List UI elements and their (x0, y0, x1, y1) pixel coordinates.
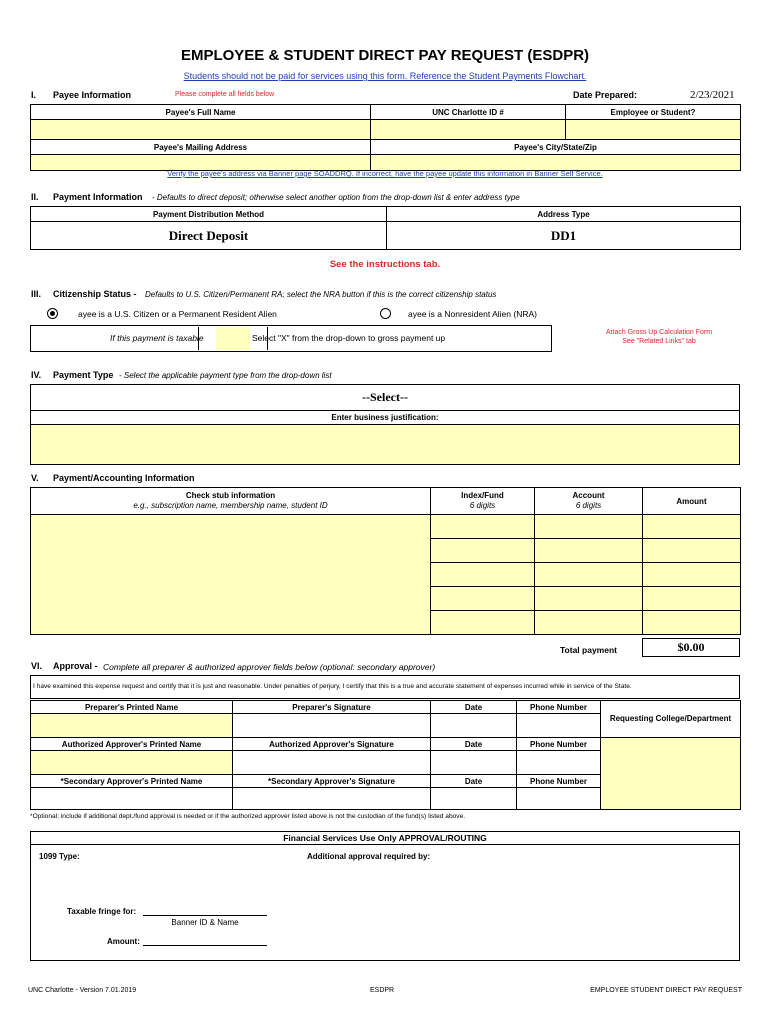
taxable-fringe-label: Taxable fringe for: (67, 907, 137, 916)
index-input-5[interactable] (431, 611, 535, 635)
gross-up-form-note: Attach Gross Up Calculation Form (605, 329, 713, 336)
citizen-radio[interactable] (47, 308, 58, 319)
preparer-phone-header: Phone Number (517, 701, 601, 714)
form-title: EMPLOYEE & STUDENT DIRECT PAY REQUEST (ESDPR) (180, 47, 590, 64)
preparer-name-input[interactable] (31, 714, 233, 738)
secondary-date-input[interactable] (431, 788, 517, 810)
nra-radio-label: ayee is a Nonresident Alien (NRA) (408, 309, 537, 319)
footer-form-code: ESDPR (370, 987, 395, 994)
secondary-date-header: Date (431, 775, 517, 788)
footer-form-name: EMPLOYEE STUDENT DIRECT PAY REQUEST (590, 987, 742, 994)
section-2-desc: - Defaults to direct deposit; otherwise select another option from the drop-down list & enter address type (152, 193, 520, 202)
verify-address-link[interactable]: Verify the payee's address via Banner page SOADDRQ. If incorrect, have the payee update this information in Banner Self Service. (167, 169, 603, 178)
instructions-tab-note: See the instructions tab. (329, 259, 441, 270)
secondary-phone-input[interactable] (517, 788, 601, 810)
gross-up-select[interactable] (216, 327, 250, 350)
account-header (535, 488, 643, 515)
justification-header: Enter business justification: (31, 411, 740, 425)
approver-name-input[interactable] (31, 751, 233, 775)
preparer-sig-input[interactable] (233, 714, 431, 738)
account-input-5[interactable] (535, 611, 643, 635)
secondary-phone-header: Phone Number (517, 775, 601, 788)
section-1-number: I. (31, 90, 37, 100)
justification-input[interactable] (31, 425, 740, 465)
employee-student-select[interactable] (566, 120, 741, 140)
section-4-number: IV. (31, 370, 42, 380)
mailing-address-header: Payee's Mailing Address (31, 140, 371, 155)
secondary-sig-header: *Secondary Approver's Signature (233, 775, 431, 788)
citizen-radio-label: ayee is a U.S. Citizen or a Permanent Resident Alien (78, 309, 277, 319)
requesting-dept-header: Requesting College/Department (601, 701, 741, 738)
account-input-3[interactable] (535, 563, 643, 587)
city-state-zip-header: Payee's City/State/Zip (371, 140, 741, 155)
account-header-title: Account (572, 491, 605, 500)
account-header-sub: 6 digits (575, 501, 602, 510)
amount-input-5[interactable] (643, 611, 741, 635)
section-4-label: Payment Type (53, 370, 114, 380)
preparer-date-input[interactable] (431, 714, 517, 738)
section-2-number: II. (31, 192, 39, 202)
address-type-header: Address Type (387, 207, 741, 222)
accounting-table (30, 487, 741, 635)
section-6-label: Approval - (53, 661, 98, 671)
index-header-sub: 6 digits (469, 501, 496, 510)
taxable-fringe-line[interactable] (143, 905, 267, 916)
index-input-1[interactable] (431, 515, 535, 539)
approver-sig-header: Authorized Approver's Signature (233, 738, 431, 751)
section-6-number: VI. (31, 661, 43, 671)
amount-line[interactable] (143, 935, 267, 946)
amount-input-4[interactable] (643, 587, 741, 611)
preparer-date-header: Date (431, 701, 517, 714)
section-3-label: Citizenship Status - (53, 289, 137, 299)
certify-text: I have examined this expense request and certify that it is just and reasonable. Under penalties of perjury, I certify that this is a true and accurate statement of expenses incurred while in service of the State. (33, 683, 632, 690)
total-payment-value: $0.00 (642, 638, 740, 657)
amount-label: Amount: (107, 937, 140, 946)
account-input-4[interactable] (535, 587, 643, 611)
approver-phone-header: Phone Number (517, 738, 601, 751)
taxable-label: If this payment is taxable (110, 333, 204, 343)
payment-type-table (30, 384, 740, 465)
payee-name-input[interactable] (31, 120, 371, 140)
address-type-select[interactable]: DD1 (387, 222, 741, 250)
approver-date-header: Date (431, 738, 517, 751)
amount-input-1[interactable] (643, 515, 741, 539)
related-links-note: See "Related Links" tab (622, 338, 696, 345)
additional-approval-label: Additional approval required by: (307, 852, 431, 861)
approver-date-input[interactable] (431, 751, 517, 775)
stub-header-sub: e.g., subscription name, membership name, student ID (133, 501, 328, 510)
approver-sig-input[interactable] (233, 751, 431, 775)
preparer-name-header: Preparer's Printed Name (31, 701, 233, 714)
financial-services-title: Financial Services Use Only APPROVAL/ROUTING (283, 833, 487, 843)
employee-student-header: Employee or Student? (566, 105, 741, 120)
amount-input-2[interactable] (643, 539, 741, 563)
unc-id-header: UNC Charlotte ID # (371, 105, 566, 120)
stub-header-title: Check stub information (185, 491, 276, 500)
account-input-2[interactable] (535, 539, 643, 563)
section-4-desc: - Select the applicable payment type from the drop-down list (119, 371, 332, 380)
payment-method-header: Payment Distribution Method (31, 207, 387, 222)
amount-header: Amount (643, 488, 741, 515)
payee-name-header: Payee's Full Name (31, 105, 371, 120)
payment-method-select[interactable]: Direct Deposit (31, 222, 387, 250)
section-5-label: Payment/Accounting Information (53, 473, 195, 483)
index-header-title: Index/Fund (461, 491, 504, 500)
banner-id-label: Banner ID & Name (171, 918, 239, 927)
approval-table (30, 700, 741, 810)
date-prepared-label: Date Prepared: (573, 90, 638, 100)
gross-up-instruction: Select "X" from the drop-down to gross payment up (252, 333, 446, 343)
stub-header (31, 488, 431, 515)
unc-id-input[interactable] (371, 120, 566, 140)
index-header (431, 488, 535, 515)
date-prepared-value[interactable]: 2/23/2021 (690, 89, 735, 101)
index-input-3[interactable] (431, 563, 535, 587)
index-input-2[interactable] (431, 539, 535, 563)
type-1099-label: 1099 Type: (39, 852, 80, 861)
approver-phone-input[interactable] (517, 751, 601, 775)
payment-type-select[interactable]: --Select-- (31, 385, 740, 411)
preparer-sig-header: Preparer's Signature (233, 701, 431, 714)
approver-name-header: Authorized Approver's Printed Name (31, 738, 233, 751)
requesting-dept-input[interactable] (601, 738, 741, 810)
section-3-desc: Defaults to U.S. Citizen/Permanent RA; select the NRA button if this is the correct citizenship status (145, 290, 497, 299)
section-6-desc: Complete all preparer & authorized approver fields below (optional: secondary approver) (103, 662, 436, 672)
secondary-sig-input[interactable] (233, 788, 431, 810)
section-3-number: III. (31, 289, 42, 299)
section-5-number: V. (31, 473, 39, 483)
nra-radio[interactable] (380, 308, 391, 319)
taxable-divider (198, 327, 199, 350)
section-2-label: Payment Information (53, 192, 143, 202)
optional-approver-note: *Optional; include if additional dept./fund approval is needed or if the authorized approver listed above is not the custodian of the fund(s) listed above. (30, 813, 466, 820)
flowchart-link[interactable]: Students should not be paid for services using this form. Reference the Student Payments Flowchart. (183, 71, 587, 81)
amount-input-3[interactable] (643, 563, 741, 587)
complete-fields-note: Please complete all fields below (175, 91, 275, 98)
payee-table (30, 104, 741, 171)
preparer-phone-input[interactable] (517, 714, 601, 738)
secondary-name-header: *Secondary Approver's Printed Name (31, 775, 233, 788)
index-input-4[interactable] (431, 587, 535, 611)
secondary-name-input[interactable] (31, 788, 233, 810)
total-payment-label: Total payment (560, 645, 617, 655)
section-1-label: Payee Information (53, 90, 132, 100)
stub-info-input[interactable] (31, 515, 431, 635)
account-input-1[interactable] (535, 515, 643, 539)
payment-info-table (30, 206, 741, 250)
footer-version: UNC Charlotte - Version 7.01.2019 (28, 987, 137, 994)
